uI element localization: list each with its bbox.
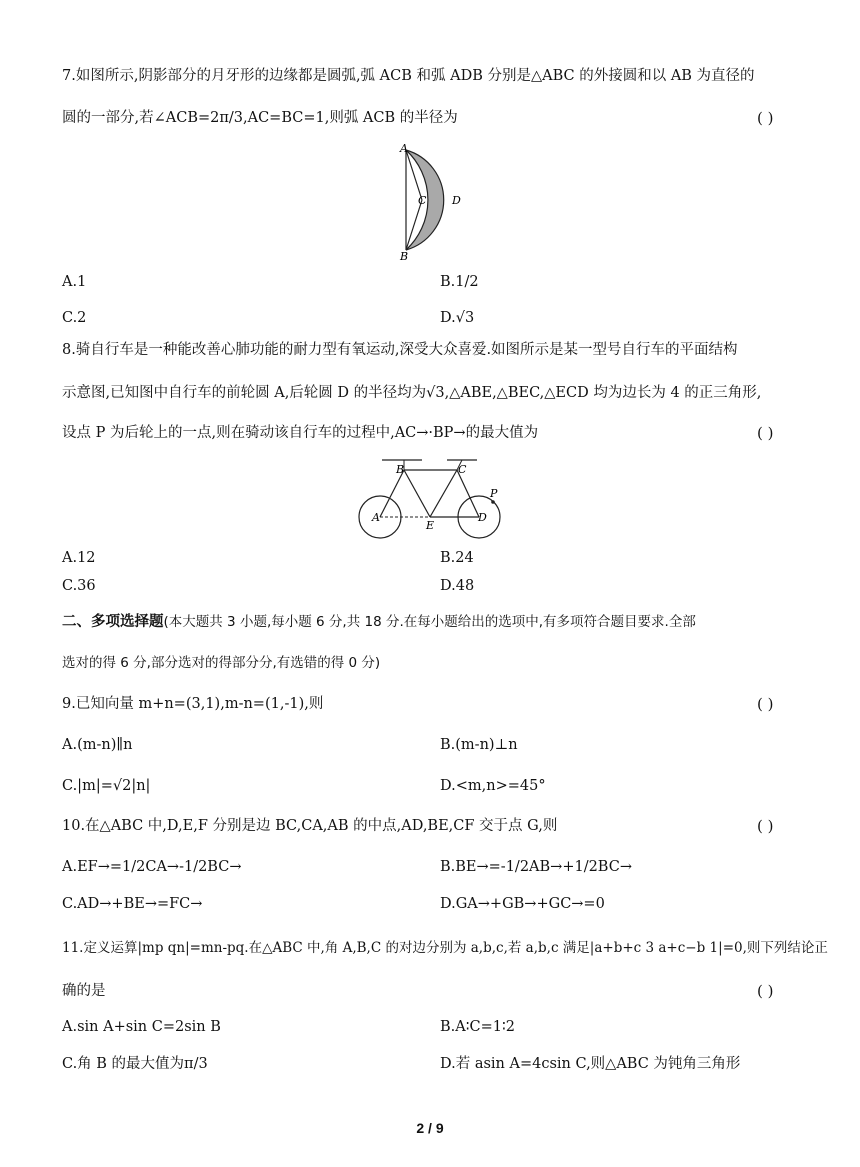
q8-option-c: C.36 bbox=[62, 578, 96, 594]
section-title: 二、多项选择题 bbox=[62, 614, 164, 630]
q8-label-c: C bbox=[458, 463, 467, 476]
segment-ce bbox=[430, 470, 457, 517]
q11-line2: 确的是 bbox=[62, 983, 106, 999]
q10-option-c: C.AD→+BE→=FC→ bbox=[62, 896, 203, 912]
q7-option-b: B.1/2 bbox=[440, 274, 479, 290]
q7-figure-crescent bbox=[392, 140, 472, 265]
q9-option-c: C.|m|=√2|n| bbox=[62, 778, 151, 794]
q7-label-c: C bbox=[418, 194, 427, 207]
q9-option-b: B.(m-n)⊥n bbox=[440, 737, 518, 753]
q11-option-a: A.sin A+sin C=2sin B bbox=[62, 1019, 221, 1035]
q8-option-b: B.24 bbox=[440, 550, 474, 566]
q8-option-a: A.12 bbox=[62, 550, 96, 566]
point-p bbox=[491, 500, 495, 504]
q10-option-d: D.GA→+GB→+GC→=0 bbox=[440, 896, 605, 912]
section-note-line2 bbox=[62, 653, 380, 673]
q9-line1: 9.已知向量 m+n=(3,1),m-n=(1,-1),则 bbox=[62, 696, 324, 712]
q7-answer-bracket: ( ) bbox=[757, 109, 774, 127]
q8-figure-bicycle bbox=[352, 452, 512, 542]
q8-label-e: E bbox=[426, 519, 435, 532]
q7-line1: 7.如图所示,阴影部分的月牙形的边缘都是圆弧,弧 ACB 和弧 ADB 分别是△ABC 的外接圆和以 AB 为直径的 bbox=[62, 68, 755, 84]
section-note-2: 选对的得 6 分,部分选对的得部分分,有选错的得 0 分) bbox=[62, 655, 381, 671]
segment-be bbox=[404, 470, 430, 517]
q8-label-p: P bbox=[490, 487, 498, 500]
q8-option-d: D.48 bbox=[440, 578, 475, 594]
q7-label-b: B bbox=[400, 250, 409, 263]
q8-label-a: A bbox=[372, 511, 380, 524]
q7-option-d: D.√3 bbox=[440, 310, 475, 326]
q8-label-b: B bbox=[396, 463, 405, 476]
q8-line1: 8.骑自行车是一种能改善心肺功能的耐力型有氧运动,深受大众喜爱.如图所示是某一型号自行车的平面结构 bbox=[62, 342, 738, 358]
q9-answer-bracket: ( ) bbox=[757, 695, 774, 713]
q10-option-b: B.BE→=-1/2AB→+1/2BC→ bbox=[440, 859, 632, 875]
q8-answer-bracket: ( ) bbox=[757, 424, 774, 442]
q9-option-d: D.<m,n>=45° bbox=[440, 778, 546, 794]
q7-line2: 圆的一部分,若∠ACB=2π/3,AC=BC=1,则弧 ACB 的半径为 bbox=[62, 110, 458, 126]
q8-line3: 设点 P 为后轮上的一点,则在骑动该自行车的过程中,AC→·BP→的最大值为 bbox=[62, 425, 539, 441]
q10-option-a: A.EF→=1/2CA→-1/2BC→ bbox=[62, 859, 242, 875]
segment-cd bbox=[457, 470, 479, 517]
page-number: 2 / 9 bbox=[416, 1120, 444, 1136]
q8-label-d: D bbox=[478, 511, 487, 524]
q11-line1: 11.定义运算|mp qn|=mn-pq.在△ABC 中,角 A,B,C 的对边分别为 a,b,c,若 a,b,c 满足|a+b+c 3 a+c−b 1|=0,则下列结论正 bbox=[62, 940, 828, 956]
q7-label-a: A bbox=[400, 142, 408, 155]
q7-option-a: A.1 bbox=[62, 274, 87, 290]
q11-option-b: B.A∶C=1∶2 bbox=[440, 1019, 515, 1035]
q11-option-c: C.角 B 的最大值为π/3 bbox=[62, 1056, 208, 1072]
q11-option-d: D.若 asin A=4csin C,则△ABC 为钝角三角形 bbox=[440, 1056, 741, 1072]
q11-answer-bracket: ( ) bbox=[757, 982, 774, 1000]
q10-line1: 10.在△ABC 中,D,E,F 分别是边 BC,CA,AB 的中点,AD,BE,CF 交于点 G,则 bbox=[62, 818, 558, 834]
q9-option-a: A.(m-n)∥n bbox=[62, 737, 133, 753]
q10-answer-bracket: ( ) bbox=[757, 817, 774, 835]
q7-option-c: C.2 bbox=[62, 310, 87, 326]
section-note-1: (本大题共 3 小题,每小题 6 分,共 18 分.在每小题给出的选项中,有多项符合题目要求.全部 bbox=[163, 614, 696, 630]
q7-label-d: D bbox=[452, 194, 461, 207]
section-heading bbox=[62, 612, 696, 632]
q8-line2: 示意图,已知图中自行车的前轮圆 A,后轮圆 D 的半径均为√3,△ABE,△BEC,△ECD 均为边长为 4 的正三角形, bbox=[62, 385, 762, 401]
